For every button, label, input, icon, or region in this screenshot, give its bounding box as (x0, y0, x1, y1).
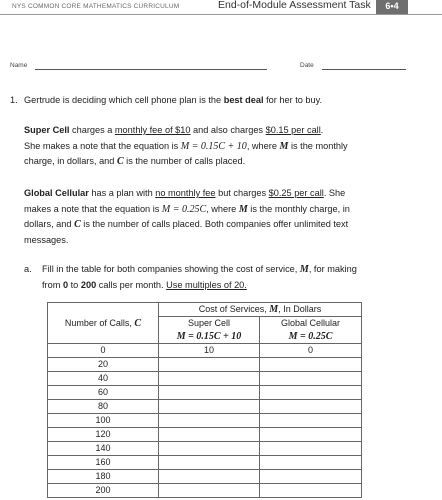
assessment-title: End-of-Module Assessment Task (214, 0, 375, 11)
super-cell-cost-cell[interactable] (159, 484, 260, 498)
super-cell-cost-cell[interactable] (159, 428, 260, 442)
super-cell-cost-cell[interactable] (159, 372, 260, 386)
global-cellular-cost-cell[interactable] (260, 484, 362, 498)
calls-cell: 200 (48, 484, 159, 498)
global-cellular-paragraph: Global Cellular has a plan with no monthly fee but charges $0.25 per call. She makes a note that the equation is M = 0.25C, where M is the monthly charge, in dollars, and C is the number of calls placed. Both companies offer unlimited text messages. (24, 188, 350, 245)
super-cell-name: Super Cell (24, 125, 70, 135)
name-field[interactable] (35, 69, 267, 70)
table-row (48, 442, 362, 456)
calls-cell: 80 (48, 400, 159, 414)
calls-cell: 140 (48, 442, 159, 456)
global-cellular-cost-cell[interactable] (260, 470, 362, 484)
table-row (48, 470, 362, 484)
problem-intro: Gertrude is deciding which cell phone plan is the best deal for her to buy. (24, 95, 323, 105)
table-row (48, 400, 362, 414)
page-header (0, 0, 442, 16)
super-cell-cost-cell[interactable] (159, 386, 260, 400)
calls-cell: 120 (48, 428, 159, 442)
super-cell-cost-cell[interactable] (159, 442, 260, 456)
table-row (48, 344, 362, 358)
global-cellular-name: Global Cellular (24, 188, 89, 198)
global-cellular-cost-cell[interactable] (260, 400, 362, 414)
global-cellular-equation-header: M = 0.25C (260, 330, 362, 344)
table-row (48, 428, 362, 442)
calls-cell: 160 (48, 456, 159, 470)
cost-table (47, 302, 362, 498)
global-cellular-cost-cell[interactable] (260, 414, 362, 428)
part-a-text: Fill in the table for both companies showing the cost of service, M, for making from 0 to 200 calls per month. Use multiples of 20. (42, 264, 357, 290)
module-badge: 6•4 (376, 0, 408, 14)
calls-cell: 60 (48, 386, 159, 400)
global-cellular-equation: M = 0.25C (161, 203, 207, 215)
global-cellular-column-header: Global Cellular (260, 317, 362, 331)
global-cellular-cost-cell[interactable] (260, 442, 362, 456)
table-row (48, 358, 362, 372)
table-row (48, 372, 362, 386)
super-cell-cost-cell[interactable] (159, 358, 260, 372)
global-cellular-cost-cell[interactable] (260, 358, 362, 372)
super-cell-cost-cell[interactable] (159, 414, 260, 428)
part-a-label: a. (24, 264, 32, 274)
global-cellular-cost-cell[interactable]: 0 (260, 344, 362, 358)
global-cellular-cost-cell[interactable] (260, 456, 362, 470)
table-row (48, 456, 362, 470)
date-field[interactable] (322, 69, 406, 70)
calls-cell: 180 (48, 470, 159, 484)
instruction-multiples: Use multiples of 20. (166, 279, 247, 290)
date-label: Date (300, 62, 314, 69)
table-row (48, 414, 362, 428)
calls-column-header: Number of Calls, C (48, 303, 159, 344)
header-rule (0, 14, 442, 15)
super-cell-equation-header: M = 0.15C + 10 (159, 330, 260, 344)
table-row (48, 484, 362, 498)
global-cellular-cost-cell[interactable] (260, 428, 362, 442)
super-cell-equation: M = 0.15C + 10 (180, 140, 247, 152)
name-label: Name (10, 62, 28, 69)
curriculum-label: NYS COMMON CORE MATHEMATICS CURRICULUM (12, 3, 180, 10)
super-cell-cost-cell[interactable] (159, 470, 260, 484)
problem-number: 1. (10, 95, 18, 105)
calls-cell: 100 (48, 414, 159, 428)
super-cell-cost-cell[interactable]: 10 (159, 344, 260, 358)
cost-group-header: Cost of Services, M, In Dollars (159, 303, 362, 317)
super-cell-paragraph: Super Cell charges a monthly fee of $10 and also charges $0.15 per call. She makes a note that the equation is M = 0.15C + 10, where M is the monthly charge, in dollars, and C is the number of calls placed. (24, 125, 348, 167)
global-cellular-cost-cell[interactable] (260, 386, 362, 400)
super-cell-cost-cell[interactable] (159, 400, 260, 414)
global-cellular-cost-cell[interactable] (260, 372, 362, 386)
calls-cell: 40 (48, 372, 159, 386)
table-row (48, 386, 362, 400)
calls-cell: 0 (48, 344, 159, 358)
super-cell-column-header: Super Cell (159, 317, 260, 331)
calls-cell: 20 (48, 358, 159, 372)
super-cell-cost-cell[interactable] (159, 456, 260, 470)
